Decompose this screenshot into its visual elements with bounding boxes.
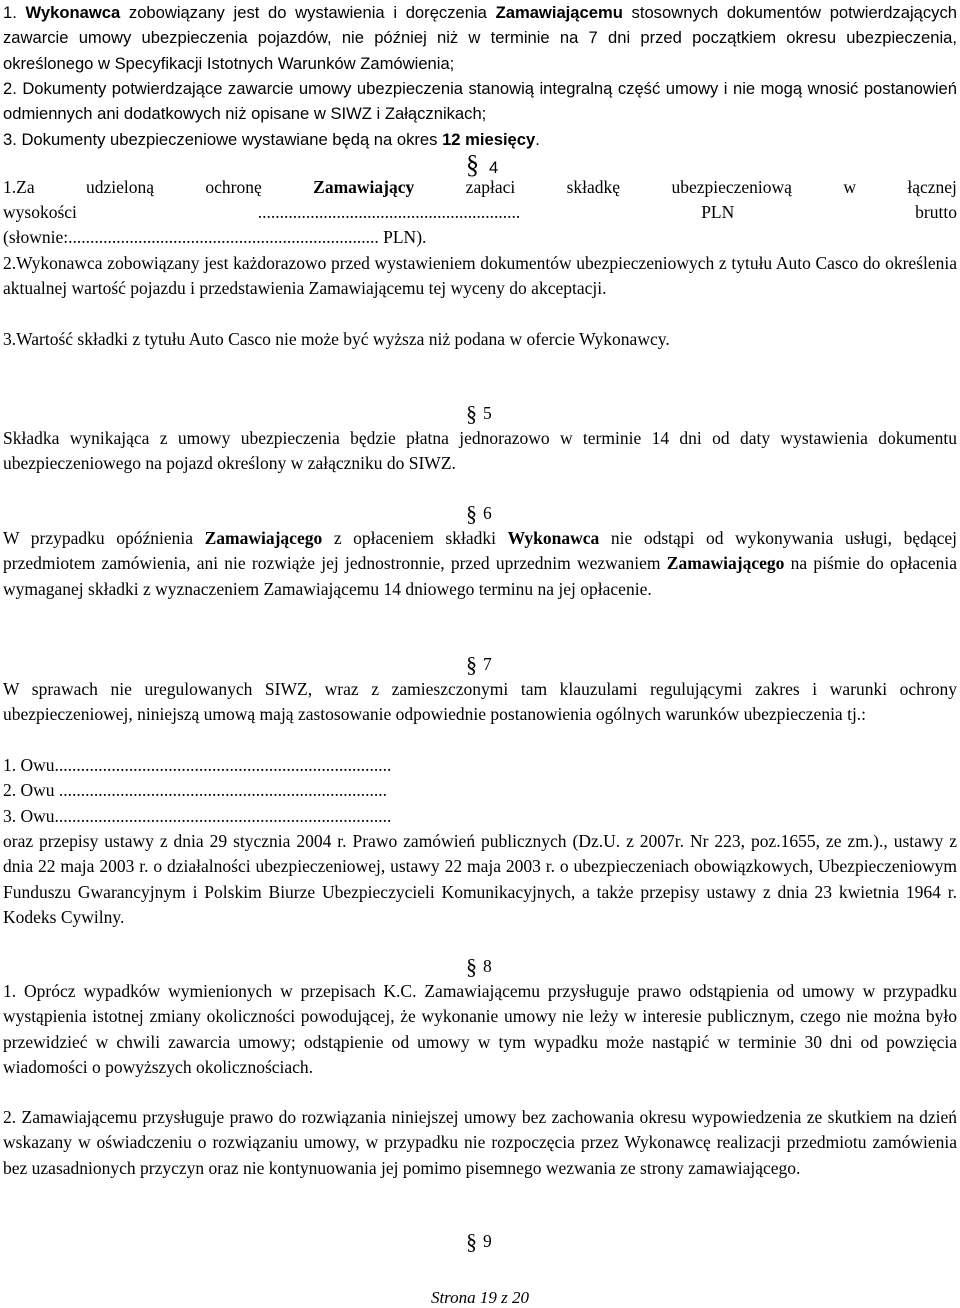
amount-label: wysokości xyxy=(3,202,77,222)
para-text: 2.Wykonawca zobowiązany jest każdorazowo przed wystawieniem dokumentów ubezpieczeniowych z tytułu Auto Casco do określenia aktualnej wartość pojazdu i przedstawienia Zamawiającemu tej wyceny do akceptacji. xyxy=(3,253,957,299)
section4-paragraph-3 xyxy=(3,327,957,352)
para-text: 3.Wartość składki z tytułu Auto Casco nie może być wyższa niż podana w ofercie Wykonawcy. xyxy=(3,329,670,349)
section3-paragraph-1 xyxy=(3,0,957,76)
section7-paragraph-2 xyxy=(3,829,957,931)
para-text: z opłaceniem składki xyxy=(322,528,508,548)
section-symbol: § xyxy=(466,401,477,426)
word: zapłaci xyxy=(465,177,516,197)
section-symbol: § xyxy=(466,150,479,179)
amount-in-words: (słownie:....................................................................... PLN). xyxy=(3,227,427,247)
bold-term-zamawiajacego: Zamawiającego xyxy=(204,528,323,548)
section4-paragraph-1 xyxy=(3,175,957,200)
bold-term-wykonawca: Wykonawca xyxy=(507,528,600,548)
bold-term-wykonawca: Wykonawca xyxy=(25,3,121,22)
section5-paragraph-1 xyxy=(3,426,957,477)
amount-row xyxy=(3,200,957,225)
word: łącznej xyxy=(907,177,957,197)
para-text: . xyxy=(535,130,540,149)
section-5-heading xyxy=(466,402,492,425)
section-6-heading xyxy=(466,502,492,525)
word: ubezpieczeniową xyxy=(671,177,792,197)
bold-term-period: 12 miesięcy xyxy=(442,130,536,149)
section4-paragraph-2 xyxy=(3,251,957,302)
owu-item: 3. Owu............................................................................. xyxy=(3,805,392,826)
word: 1.Za xyxy=(3,177,35,197)
section3-paragraph-3 xyxy=(3,127,957,152)
section8-paragraph-1 xyxy=(3,979,957,1081)
section4-p1-line1 xyxy=(3,175,957,200)
para-text: 1. Oprócz wypadków wymienionych w przepisach K.C. Zamawiającemu przysługuje prawo odstąpienia od umowy w przypadku wystąpienia istotnej zmiany okoliczności powodującej, że wykonanie umowy nie leży w interesie publicznym, czego nie można było przewidzieć w chwili zawarcia umowy; odstąpienie od umowy w tym wypadku może nastąpić w terminie 30 dni od powzięcia wiadomości o powyższych okolicznościach. xyxy=(3,981,957,1078)
page-number: Strona 19 z 20 xyxy=(430,1288,530,1307)
section-9-heading xyxy=(466,1230,492,1253)
para-text: Składka wynikająca z umowy ubezpieczenia będzie płatna jednorazowo w terminie 14 dni od daty wystawienia dokumentu ubezpieczeniowego na pojazd określony w załączniku do SIWZ. xyxy=(3,428,957,474)
section4-p1-line3 xyxy=(3,225,957,250)
section-7-heading xyxy=(466,653,492,676)
owu-item: 1. Owu............................................................................. xyxy=(3,755,392,775)
currency-label: PLN xyxy=(701,202,735,222)
para-text: zobowiązany jest do wystawienia i doręczenia xyxy=(120,3,496,22)
section-number: 4 xyxy=(489,158,499,177)
para-text: 2. Zamawiającemu przysługuje prawo do rozwiązania niniejszej umowy bez zachowania okresu wypowiedzenia ze skutkiem na dzień wskazany w oświadczeniu o rozwiązaniu umowy, w przypadku nie rozpoczęcia przez Wykonawcę realizacji przedmiotu zamówienia bez uzasadnionych przyczyn oraz nie kontynuowania jej pomimo pisemnego wezwania ze strony zamawiającego. xyxy=(3,1107,957,1178)
brutto-label: brutto xyxy=(915,202,957,222)
section4-p1-line2 xyxy=(3,200,957,225)
section-number: 8 xyxy=(483,956,492,976)
section6-paragraph-1 xyxy=(3,526,957,602)
para-text: 2. Dokumenty potwierdzające zawarcie umowy ubezpieczenia stanowią integralną część umowy i nie mogą wnosić postanowień odmiennych ani dodatkowych niż opisane w SIWZ i Załącznikach; xyxy=(3,79,957,124)
owu-item: 2. Owu ........................................................................... xyxy=(3,780,388,801)
word: składkę xyxy=(566,177,621,197)
para-text: 3. Dokumenty ubezpieczeniowe wystawiane będą na okres xyxy=(3,130,443,149)
section-number: 7 xyxy=(483,654,492,674)
para-text: oraz przepisy ustawy z dnia 29 stycznia 2004 r. Prawo zamówień publicznych (Dz.U. z 2007r. Nr 223, poz.1655, ze zm.)., ustawy z dnia 22 maja 2003 r. o działalności ubezpieczeniowej, ustawy 22 maja 2003 r. o ubezpieczeniach obowiązkowych, Ubezpieczeniowym Funduszu Gwarancyjnym i Polskim Biurze Ubezpieczycieli Komunikacyjnych, a także przepisy ustawy z dnia 23 kwietnia 1964 r. Kodeks Cywilny. xyxy=(3,831,957,928)
section-symbol: § xyxy=(466,501,477,526)
section-number: 9 xyxy=(483,1231,492,1251)
word: udzieloną xyxy=(85,177,155,197)
section-symbol: § xyxy=(466,652,477,677)
section-number: 5 xyxy=(483,403,492,423)
para-text: W przypadku opóźnienia xyxy=(3,528,205,548)
word: ochronę xyxy=(205,177,262,197)
section7-paragraph-1 xyxy=(3,677,957,728)
owu-list xyxy=(3,753,957,829)
section3-paragraph-2 xyxy=(3,76,957,127)
section-symbol: § xyxy=(466,1229,477,1254)
bold-term-zamawiajacy: Zamawiający xyxy=(313,177,415,197)
section8-paragraph-2 xyxy=(3,1105,957,1181)
section-number: 6 xyxy=(483,503,492,523)
para-number: 1. xyxy=(3,3,26,22)
para-text: nie odstąpi od wykonywania usługi, będącej przedmiotem zamówienia, ani nie rozwiąże jej jednostronnie, przed uprzednim wezwaniem xyxy=(3,528,958,574)
para-text: W sprawach nie uregulowanych SIWZ, wraz z zamieszczonymi tam klauzulami regulującymi zakres i warunki ochrony ubezpieczeniowej, niniejszą umową mają zastosowanie odpowiednie postanowienia ogólnych warunków ubezpieczenia tj.: xyxy=(3,679,957,725)
section-8-heading xyxy=(466,955,492,978)
para-text: stosownych dokumentów potwierdzających zawarcie umowy ubezpieczenia pojazdów, nie później niż w terminie na 7 dni przed początkiem okresu ubezpieczenia, określonego w Specyfikacji Istotnych Warunków Zamówienia; xyxy=(3,3,957,73)
bold-term-zamawiajacego: Zamawiającego xyxy=(666,553,785,574)
amount-dots: ............................................................ xyxy=(257,202,521,222)
section-symbol: § xyxy=(466,954,477,979)
para-text: na piśmie do opłacenia wymaganej składki z wyznaczeniem Zamawiającemu 14 dniowego terminu na jej opłacenie. xyxy=(3,553,957,599)
bold-term-zamawiajacemu: Zamawiającemu xyxy=(495,3,623,22)
word: w xyxy=(843,177,856,197)
page-footer xyxy=(0,1288,960,1308)
